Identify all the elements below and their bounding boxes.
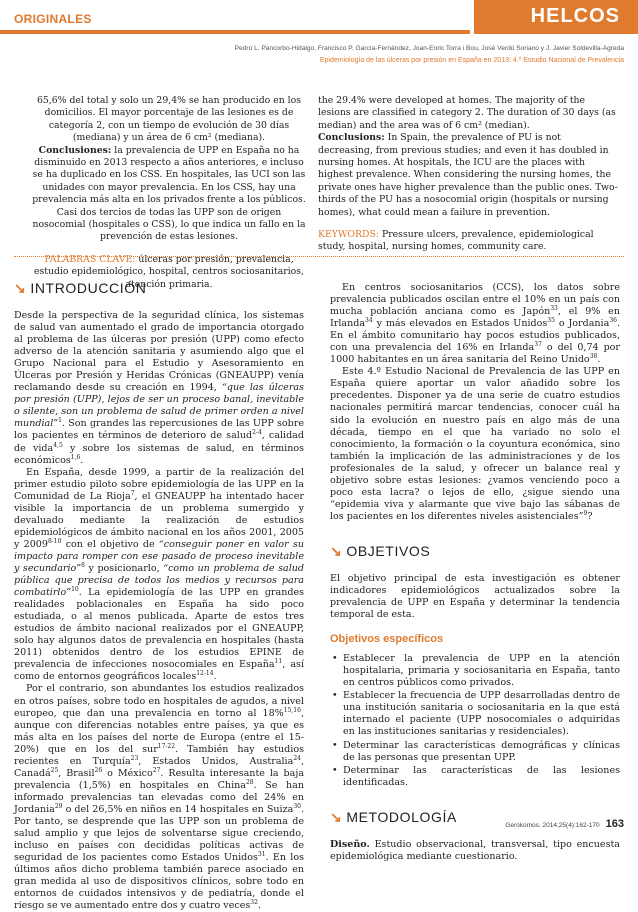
specific-objectives-list <box>330 653 620 789</box>
intro-paragraph-2: En España, desde 1999, a partir de la realización del primer estudio piloto sobre epidemiología de las UPP en la Comunidad de La Rioja$^7$, el GNEAUPP ha intentado hacer visible la importancia de un problema sumergido y devaluado mediante la realización de estudios epidemiológicos de ámbito nacional en los años 2001, 2005 y 2009$^{8-10}$ con el objetivo de “conseguir poner en valor su impacto para romper con ese pasado de proceso inevitable y secundario”$^8$ y posicionarlo, “como un problema de salud pública que precisa de todos los medios y recursos para combatirlo”$^{10}$. La epidemiología de las UPP en grandes realidades poblacionales en España ha sido poco estudiada, o al menos publicada. Aparte de estos tres estudios de ámbito nacional realizados por el GNEAUPP, solo hay algunos datos de prevalencia en hospitales (hasta 2011) obtenidos dentro de los estudios EPINE de prevalencia de infecciones nosocomiales en España$^{11}$, así como de entornos geográficos locales$^{12-14}$. <box>14 466 305 683</box>
ccs-paragraph: En centros sociosanitarios (CCS), los datos sobre prevalencia publicados oscilan entre el 10% en un país con mucha población anciana como es Japón$^{33}$, el 9% en Irlanda$^{34}$ y más elevados en Estados Unidos$^{35}$ o Jordania$^{36}$. En el ámbito comunitario hay pocos estudios publicados, con una prevalencia del 16% en Irlanda$^{37}$ o del 0,74 por 1000 habitantes en un área sanitaria del Reino Unido$^{38}$. <box>330 282 620 366</box>
intro-paragraph-1: Desde la perspectiva de la seguridad clínica, los sistemas de salud van aumentado el grado de importancia otorgado al problema de las úlceras por presión (UPP) como efecto adverso de la atención sanitaria y asumiendo algo que el Grupo Nacional para el Estudio y Asesoramiento en Úlceras por Presión y Heridas Crónicas (GNEAUPP) venía reclamando desde su creación en 1994, “que las úlceras por presión (UPP), lejos de ser un proceso banal, inevitable o silente, son un problema de salud de primer orden a nivel mundial”$^1$. Son grandes las repercusiones de las UPP sobre los pacientes en términos de deterioro de salud$^{2-4}$, calidad de vida$^{4,5}$ y sobre los sistemas de salud, en términos económicos$^{1,6}$. <box>14 310 305 466</box>
abstract-es-conclusions-label: Conclusiones: <box>38 144 112 156</box>
abstract-es-conclusions: la prevalencia de UPP en España no ha disminuido en 2013 respecto a años anteriores, e incluso se ha duplicado en los CSS. En hospitales, las UCI son las unidades con mayor prevalencia. En los CSS, hay una prevalencia más alta en los privados frente a los públicos. Casi dos tercios de todas las UPP son de origen nosocomial (hospitales o CSS), lo que indica un fallo en la prevención de estas lesiones. <box>32 144 306 243</box>
arrow-icon: ↘ <box>330 542 343 559</box>
arrow-icon: ↘ <box>330 808 343 825</box>
abstract-es-text: 65,6% del total y solo un 29,4% se han producido en los domicilios. El mayor porcentaje de las lesiones es de categoría 2, con un tiempo de evolución de 30 días (mediana) y un área de 6 cm² (mediana). <box>36 95 302 144</box>
objectives-heading: ↘ OBJETIVOS <box>330 542 431 559</box>
right-column <box>330 282 620 863</box>
abstract-separator <box>14 256 624 257</box>
intro-heading: ↘ INTRODUCCIÓN <box>14 280 147 296</box>
keywords-es-label: PALABRAS CLAVE: <box>44 253 136 265</box>
abstract-spanish <box>30 95 308 291</box>
citation: Gerokomos. 2014;25(4):162-170 <box>505 822 600 829</box>
abstract-en-text: the 29.4% were developed at homes. The majority of the lesions are classified in category 2. The duration of 30 days (as median) and the area was of 6 cm² (median). <box>318 95 616 131</box>
page-header <box>0 0 638 36</box>
list-item: • Establecer la prevalencia de UPP en la atención hospitalaria, primaria y sociosanitaria en España, tanto en centros públicos como privados. <box>330 653 620 689</box>
keywords-en-label: KEYWORDS: <box>318 229 380 241</box>
journal-logo-box <box>474 0 638 34</box>
abstract-english <box>318 95 618 254</box>
intro-paragraph-3: Por el contrario, son abundantes los estudios realizados en otros países, sobre todo en hospitales de agudos, a nivel europeo, que dan una prevalencia en torno al 18%$^{15,16}$, aunque con diferencias notables entre países, ya que es más alta en los países del norte de Europa (entre el 15-20%) que en los del sur$^{17-22}$. También hay estudios recientes en Turquía$^{23}$, Estados Unidos, Australia$^{24}$, Canadá$^{25}$, Brasil$^{26}$ o México$^{27}$. Resulta interesante la baja prevalencia (1,5%) en hospitales en China$^{28}$. Se han informado prevalencias tan elevadas como del 24% en Jordania$^{29}$ o del 26,5% en niños en 14 hospitales en Suiza$^{30}$. Por tanto, se desprende que las UPP son un problema de salud amplio y que lejos de solventarse sigue creciendo, incluso en países con decididas políticas activas de seguridad de los pacientes como Estados Unidos$^{31}$. En los últimos años dicho problema también parece asociado en gran medida al uso de dispositivos clínicos, sobre todo en entornos de cuidados intensivos y de pediatría, donde el riesgo se ve aumentado entre dos y cuatro veces$^{32}$. <box>14 683 305 912</box>
list-item: • Establecer la frecuencia de UPP desarrolladas dentro de una institución sanitaria o sociosanitaria en la que está internado el paciente (UPP nosocomiales o adquiridas en las instituciones sanitarias y residenciales). <box>330 690 620 738</box>
left-column <box>14 282 304 912</box>
journal-logo: HELCOS <box>530 5 620 27</box>
keywords-en: Pressure ulcers, prevalence, epidemiological study, hospital, nursing homes, community care. <box>318 229 594 253</box>
specific-objectives-heading: Objetivos específicos <box>330 633 444 646</box>
section-tag: ORIGINALES <box>14 12 92 26</box>
keywords-es: úlceras por presión, prevalencia, estudio epidemiológico, hospital, centros sociosanitarios, atención primaria. <box>33 253 305 290</box>
design-paragraph: Diseño. Estudio observacional, transversal, tipo encuesta epidemiológica mediante cuestionario. <box>330 838 620 862</box>
abstract-en-conclusions: In Spain, the prevalence of PU is not decreasing, from previous studies; and even it has doubled in nursing homes. At hospitals, the ICU are the places with highest prevalence. When considering the nursing homes, the private ones have higher prevalence than the public ones. Two-thirds of the PU has a nosocomial origin (hospitals or nursing homes), what could mean a failure in prevention. <box>318 132 618 218</box>
page-footer <box>505 818 624 830</box>
list-item: • Determinar las características demográficas y clínicas de las personas que presentan UPP. <box>330 740 620 764</box>
header-rule <box>0 30 470 34</box>
page-number: 163 <box>605 818 624 830</box>
methodology-heading: ↘ METODOLOGÍA <box>330 808 457 825</box>
study-paragraph: Este 4.º Estudio Nacional de Prevalencia de las UPP en España quiere aportar un valor añadido sobre los precedentes. Disponer ya de una serie de cuatro estudios nacionales permitirá marcar tendencias, conocer cuál ha sido la evolución en nuestro país en algo más de una década, tiempo en el que ha variado no solo el conocimiento, la formación o la coyuntura económica, sino también la implicación de las administraciones y de los profesionales de la salud, y ofrecer un balance real y objetivo sobre estas lesiones: ¿vamos venciendo poco a poco esta lacra? o lejos de ello, ¿sigue siendo una “epidemia viva y alarmante que vive bajo las sábanas de los pacientes en los diferentes niveles asistenciales”$^9$? <box>330 366 620 522</box>
article-subtitle: Epidemiología de las úlceras por presión en España en 2013: 4.º Estudio Nacional de Prevalencia <box>319 57 624 64</box>
arrow-icon: ↘ <box>14 280 27 296</box>
objectives-text: El objetivo principal de esta investigación es obtener indicadores epidemiológicos actualizados sobre la prevalencia de UPP en España y determinar la tendencia temporal de esta. <box>330 572 620 621</box>
authors-line: Pedro L. Pancorbo-Hidalgo, Francisco P. García-Fernández, Joan-Enric Torra i Bou, José Verdú Soriano y J. Javier Soldevilla-Agreda <box>234 45 624 52</box>
list-item: • Determinar las características de las lesiones identificadas. <box>330 765 620 789</box>
abstract-en-conclusions-label: Conclusions: <box>318 132 385 144</box>
